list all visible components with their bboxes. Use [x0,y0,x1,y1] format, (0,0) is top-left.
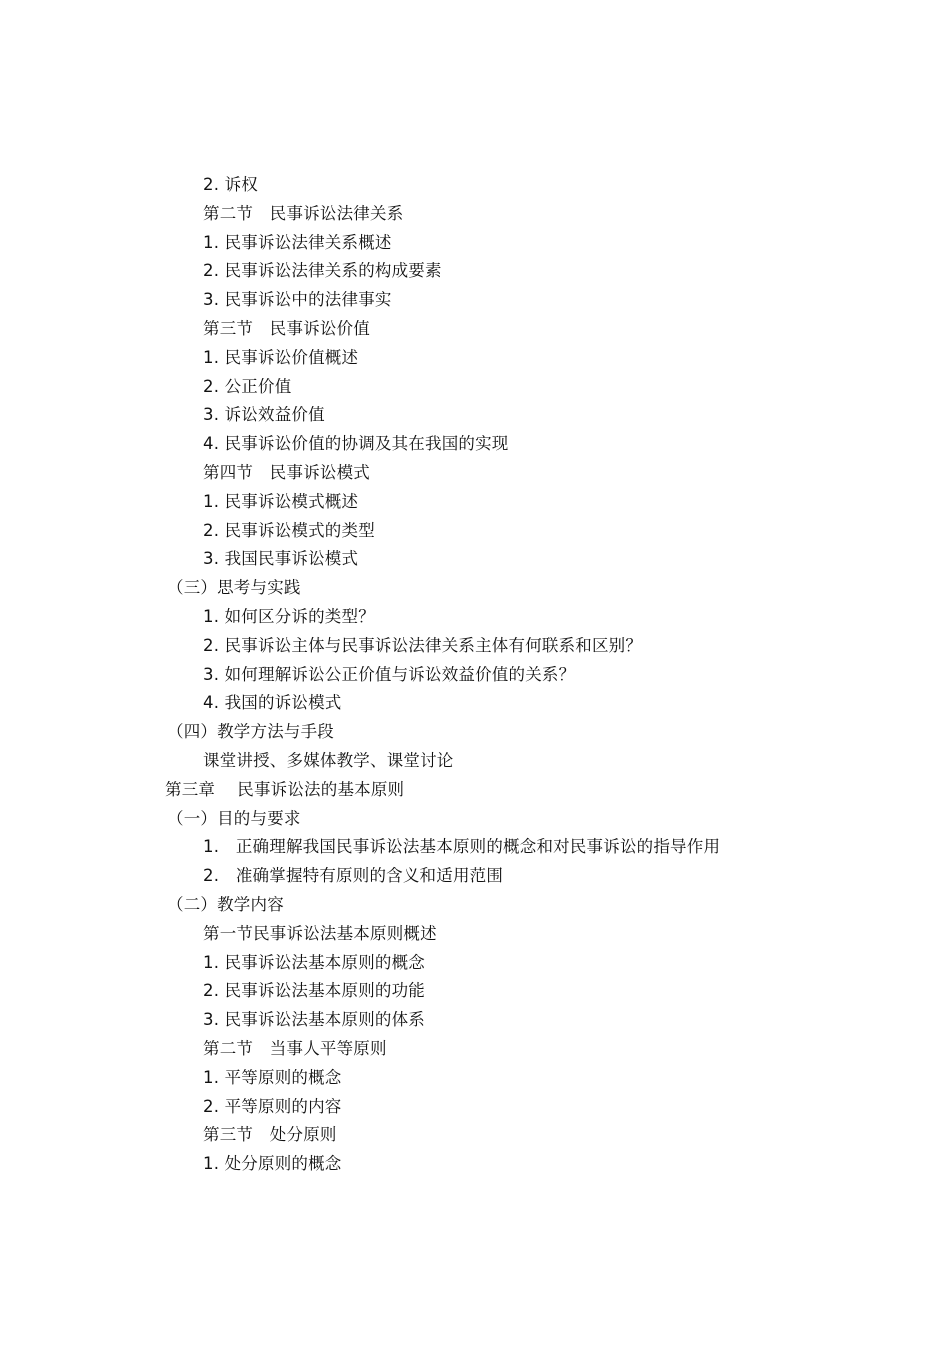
subsection-heading: 第二节 当事人平等原则 [203,1039,387,1058]
list-item: 1. 正确理解我国民事诉讼法基本原则的概念和对民事诉讼的指导作用 [203,837,721,857]
subsection-heading: 第一节民事诉讼法基本原则概述 [203,923,437,943]
list-item: 2. 民事诉讼法律关系的构成要素 [203,261,442,281]
list-item: 3. 民事诉讼法基本原则的体系 [203,1010,425,1030]
list-item: 3. 如何理解诉讼公正价值与诉讼效益价值的关系？ [203,664,576,684]
list-item: 1. 处分原则的概念 [203,1154,342,1174]
list-item: 课堂讲授、多媒体教学、课堂讨论 [203,751,454,770]
list-item: 3. 诉讼效益价值 [203,405,325,425]
list-item: 3. 民事诉讼中的法律事实 [203,290,392,310]
list-item: 3. 我国民事诉讼模式 [203,549,359,569]
subsection-heading: 第三节 处分原则 [203,1125,337,1145]
section-heading: （四）教学方法与手段 [167,722,334,742]
list-item: 4. 民事诉讼价值的协调及其在我国的实现 [203,434,509,454]
list-item: 4. 我国的诉讼模式 [203,693,342,713]
list-item: 2. 民事诉讼法基本原则的功能 [203,981,425,1001]
list-item: 1. 民事诉讼法基本原则的概念 [203,952,425,972]
list-item: 1. 民事诉讼价值概述 [203,347,359,367]
list-item: 2. 准确掌握特有原则的含义和适用范围 [203,866,504,886]
list-item: 2. 民事诉讼模式的类型 [203,520,375,540]
section-heading: （一）目的与要求 [167,808,301,828]
list-item: 2. 民事诉讼主体与民事诉讼法律关系主体有何联系和区别？ [203,635,643,655]
list-item: 2. 公正价值 [203,376,292,396]
list-item: 1. 民事诉讼模式概述 [203,491,359,511]
subsection-heading: 第四节 民事诉讼模式 [203,463,370,482]
list-item: 2. 诉权 [203,175,258,194]
section-heading: （二）教学内容 [167,895,284,914]
chapter-heading: 第三章 民事诉讼法的基本原则 [165,779,405,799]
subsection-heading: 第二节 民事诉讼法律关系 [203,203,404,223]
list-item: 1. 如何区分诉的类型？ [203,607,375,626]
list-item: 1. 民事诉讼法律关系概述 [203,232,392,252]
list-item: 2. 平等原则的内容 [203,1096,342,1116]
list-item: 1. 平等原则的概念 [203,1067,342,1087]
section-heading: （三）思考与实践 [167,578,301,598]
subsection-heading: 第三节 民事诉讼价值 [203,319,370,338]
